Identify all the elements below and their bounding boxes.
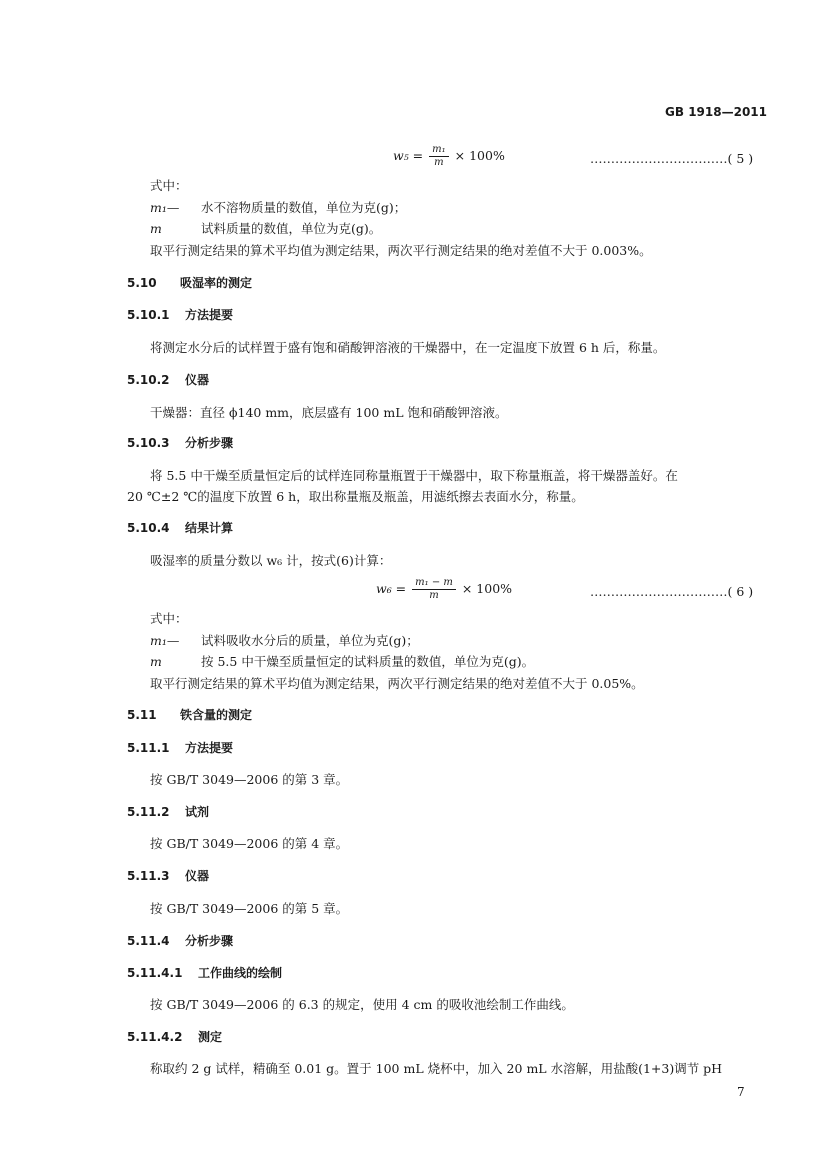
section-5-10-2-title: 仪器 <box>185 373 210 387</box>
defs6-result: 取平行测定结果的算术平均值为测定结果，两次平行测定结果的绝对差值不大于 0.05%。 <box>150 676 644 691</box>
section-5-11-3-title: 仪器 <box>185 869 210 883</box>
eq5-label: ……………………………( 5 ) <box>590 151 754 166</box>
section-5-10-title: 吸湿率的测定 <box>180 276 253 290</box>
eq6-label: ……………………………( 6 ) <box>590 584 754 599</box>
section-5-11-4-1-title: 工作曲线的绘制 <box>198 966 283 980</box>
section-5-11-1-text: 按 GB/T 3049—2006 的第 3 章。 <box>150 772 349 787</box>
section-5-11-1-number: 5.11.1 <box>127 741 170 755</box>
eq5-numerator: m₁ <box>429 144 449 157</box>
defs5-m1-symbol: m₁— <box>150 200 180 215</box>
section-5-11-4-number: 5.11.4 <box>127 934 170 948</box>
eq5-lhs: w₅ = <box>393 148 424 163</box>
defs5-m-symbol: m <box>150 221 162 236</box>
equation-6 <box>376 577 512 602</box>
defs5-m-text: 试料质量的数值，单位为克(g)。 <box>201 221 382 236</box>
section-5-10-2-text: 干燥器：直径 ϕ140 mm，底层盛有 100 mL 饱和硝酸钾溶液。 <box>150 405 508 420</box>
eq6-denominator: m <box>429 590 439 601</box>
eq6-fraction <box>412 577 456 602</box>
standard-code: GB 1918—2011 <box>665 105 767 119</box>
defs5-where: 式中： <box>150 178 188 193</box>
defs6-m1-symbol: m₁— <box>150 633 180 648</box>
section-5-10-3-text-1: 将 5.5 中干燥至质量恒定后的试样连同称量瓶置于干燥器中，取下称量瓶盖，将干燥器盖好。在 <box>150 468 678 483</box>
eq5-rhs: × 100% <box>454 148 505 163</box>
section-5-11-2-text: 按 GB/T 3049—2006 的第 4 章。 <box>150 836 349 851</box>
section-5-10-1-number: 5.10.1 <box>127 308 170 322</box>
section-5-10-4-number: 5.10.4 <box>127 521 170 535</box>
section-5-11-3-text: 按 GB/T 3049—2006 的第 5 章。 <box>150 901 349 916</box>
section-5-11-4-2-title: 测定 <box>198 1030 223 1044</box>
eq6-rhs: × 100% <box>461 581 513 596</box>
section-5-11-2-number: 5.11.2 <box>127 805 170 819</box>
section-5-11-title: 铁含量的测定 <box>180 708 253 722</box>
defs6-where: 式中： <box>150 611 188 626</box>
page-number: 7 <box>737 1085 745 1099</box>
eq5-fraction <box>429 144 449 169</box>
section-5-11-4-2-number: 5.11.4.2 <box>127 1030 183 1044</box>
eq5-denominator: m <box>434 157 444 168</box>
eq6-lhs: w₆ = <box>376 581 407 596</box>
defs5-result: 取平行测定结果的算术平均值为测定结果，两次平行测定结果的绝对差值不大于 0.003%。 <box>150 243 652 258</box>
defs6-m-symbol: m <box>150 654 162 669</box>
section-5-10-4-title: 结果计算 <box>185 521 234 535</box>
section-5-11-3-number: 5.11.3 <box>127 869 170 883</box>
eq6-numerator: m₁ − m <box>412 577 456 590</box>
section-5-10-1-text: 将测定水分后的试样置于盛有饱和硝酸钾溶液的干燥器中，在一定温度下放置 6 h 后，称量。 <box>150 340 666 355</box>
defs6-m-text: 按 5.5 中干燥至质量恒定的试料质量的数值，单位为克(g)。 <box>201 654 535 669</box>
section-5-11-number: 5.11 <box>127 708 157 722</box>
section-5-10-3-number: 5.10.3 <box>127 436 170 450</box>
section-5-10-1-title: 方法提要 <box>185 308 234 322</box>
section-5-10-4-text: 吸湿率的质量分数以 w₆ 计，按式(6)计算： <box>150 553 392 568</box>
section-5-10-3-title: 分析步骤 <box>185 436 234 450</box>
section-5-10-number: 5.10 <box>127 276 157 290</box>
defs5-m1-text: 水不溶物质量的数值，单位为克(g)； <box>201 200 407 215</box>
section-5-10-3-text-2: 20 ℃±2 ℃的温度下放置 6 h，取出称量瓶及瓶盖，用滤纸擦去表面水分，称量。 <box>127 489 584 504</box>
section-5-11-1-title: 方法提要 <box>185 741 234 755</box>
defs6-m1-text: 试料吸收水分后的质量，单位为克(g)； <box>201 633 419 648</box>
section-5-11-4-1-number: 5.11.4.1 <box>127 966 183 980</box>
section-5-11-4-2-text: 称取约 2 g 试样，精确至 0.01 g。置于 100 mL 烧杯中，加入 20 mL 水溶解，用盐酸(1+3)调节 pH <box>150 1061 723 1076</box>
section-5-10-2-number: 5.10.2 <box>127 373 170 387</box>
section-5-11-4-title: 分析步骤 <box>185 934 234 948</box>
section-5-11-4-1-text: 按 GB/T 3049—2006 的 6.3 的规定，使用 4 cm 的吸收池绘制工作曲线。 <box>150 997 574 1012</box>
section-5-11-2-title: 试剂 <box>185 805 210 819</box>
equation-5 <box>393 144 505 169</box>
